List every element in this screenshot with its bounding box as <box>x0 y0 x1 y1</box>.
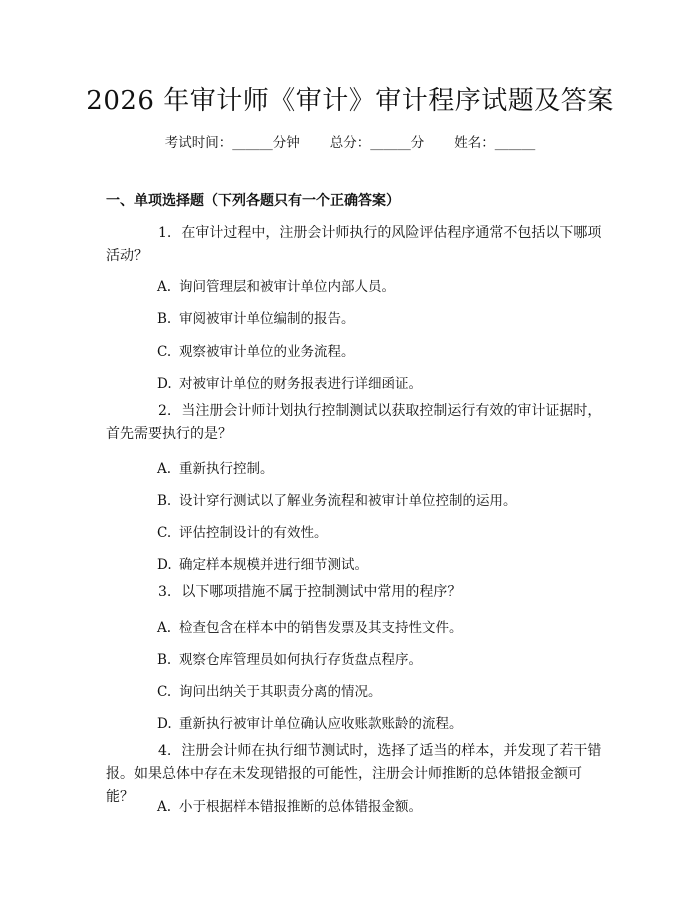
option-letter: C. <box>157 684 172 700</box>
section-heading: 一、单项选择题（下列各题只有一个正确答案） <box>106 193 400 209</box>
option-d <box>157 553 368 573</box>
option-text: 重新执行控制。 <box>179 461 274 477</box>
option-text: 设计穿行测试以了解业务流程和被审计单位控制的运用。 <box>179 493 517 509</box>
option-text: 对被审计单位的财务报表进行详细函证。 <box>179 376 422 392</box>
total-score-field: 总分：______分 <box>329 135 425 151</box>
option-a <box>157 616 463 636</box>
option-text: 评估控制设计的有效性。 <box>179 525 328 541</box>
option-letter: A. <box>157 620 172 636</box>
question-text: 在审计过程中，注册会计师执行的风险评估程序通常不包括以下哪项活动？ <box>106 225 602 264</box>
option-a <box>157 275 395 295</box>
option-c <box>157 521 328 541</box>
student-name-field: 姓名：______ <box>454 135 536 151</box>
question-number: 2. <box>158 403 172 419</box>
option-letter: B. <box>157 311 172 327</box>
option-text: 观察仓库管理员如何执行存货盘点程序。 <box>179 652 422 668</box>
option-text: 观察被审计单位的业务流程。 <box>179 344 355 360</box>
question-3 <box>106 581 602 604</box>
option-letter: C. <box>157 525 172 541</box>
option-letter: A. <box>157 461 172 477</box>
option-letter: B. <box>157 652 172 668</box>
option-letter: D. <box>157 557 172 573</box>
option-d <box>157 372 422 392</box>
option-letter: A. <box>157 799 172 815</box>
question-1 <box>106 222 602 268</box>
option-letter: A. <box>157 279 172 295</box>
document-title: 2026 年审计师《审计》审计程序试题及答案 <box>86 86 614 116</box>
option-text: 小于根据样本错报推断的总体错报金额。 <box>179 799 422 815</box>
question-2 <box>106 400 602 446</box>
option-letter: C. <box>157 344 172 360</box>
exam-info-line <box>0 131 700 151</box>
option-a <box>157 457 274 477</box>
question-text: 以下哪项措施不属于控制测试中常用的程序？ <box>181 584 462 600</box>
option-b <box>157 489 517 509</box>
option-text: 检查包含在样本中的销售发票及其支持性文件。 <box>179 620 463 636</box>
question-text: 当注册会计师计划执行控制测试以获取控制运行有效的审计证据时，首先需要执行的是？ <box>106 403 602 442</box>
option-c <box>157 680 382 700</box>
option-text: 确定样本规模并进行细节测试。 <box>179 557 368 573</box>
exam-time-field: 考试时间：______分钟 <box>164 135 300 151</box>
option-a <box>157 795 422 815</box>
option-letter: D. <box>157 376 172 392</box>
option-text: 询问管理层和被审计单位内部人员。 <box>179 279 395 295</box>
question-number: 1. <box>158 225 172 241</box>
option-text: 重新执行被审计单位确认应收账款账龄的流程。 <box>179 716 463 732</box>
question-number: 3. <box>158 584 172 600</box>
option-letter: D. <box>157 716 172 732</box>
option-c <box>157 340 355 360</box>
option-b <box>157 307 355 327</box>
question-number: 4. <box>158 743 172 759</box>
question-text: 注册会计师在执行细节测试时，选择了适当的样本，并发现了若干错报。如果总体中存在未发现错报的可能性，注册会计师推断的总体错报金额可能？ <box>106 743 602 805</box>
option-letter: B. <box>157 493 172 509</box>
option-text: 审阅被审计单位编制的报告。 <box>179 311 355 327</box>
option-b <box>157 648 422 668</box>
option-text: 询问出纳关于其职责分离的情况。 <box>179 684 382 700</box>
option-d <box>157 712 463 732</box>
